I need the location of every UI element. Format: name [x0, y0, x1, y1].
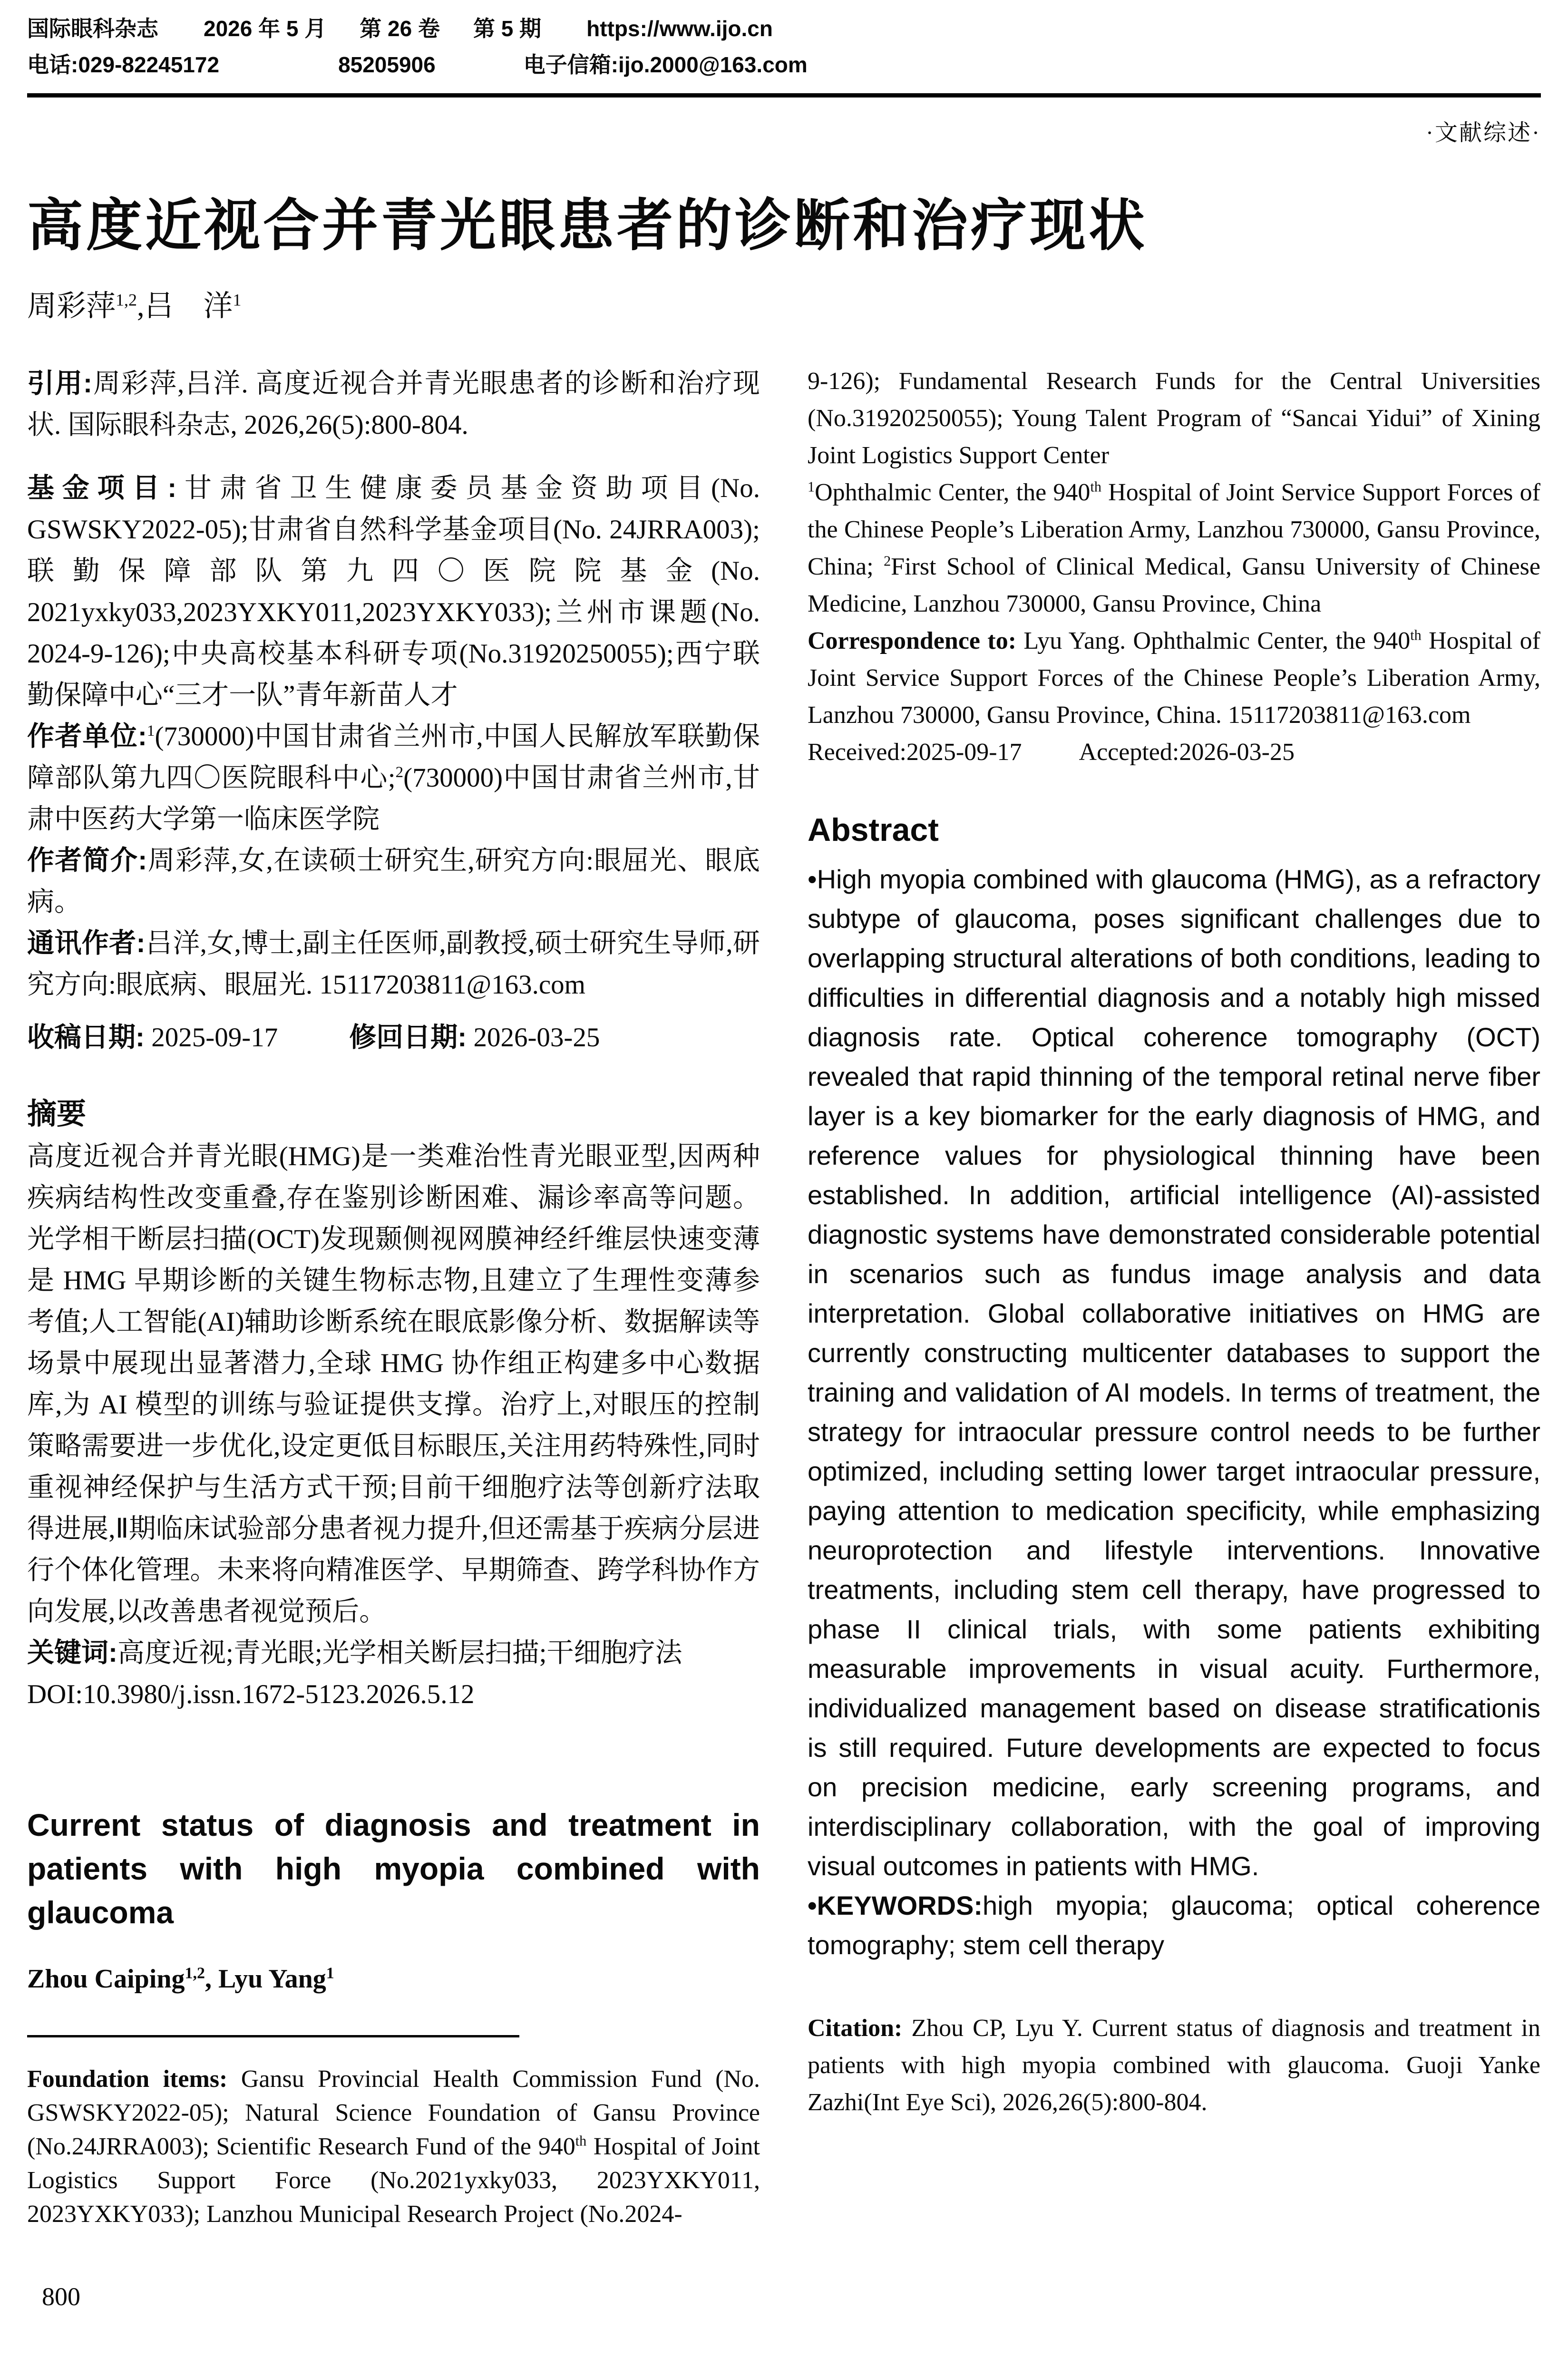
abstract-cn-text: 高度近视合并青光眼(HMG)是一类难治性青光眼亚型,因两种疾病结构性改变重叠,存在鉴别诊断困难、漏诊率高等问题。光学相干断层扫描(OCT)发现颞侧视网膜神经纤维层快速变薄是 HMG 早期诊断的关键生物标志物,且建立了生理性变薄参考值;人工智能(AI)辅助诊断系统在眼底影像分析、数据解读等场景中展现出显著潜力,全球 HMG 协作组正构建多中心数据库,为 AI 模型的训练与验证提供支撑。治疗上,对眼压的控制策略需要进一步优化,设定更低目标眼压,关注用药特殊性,同时重视神经保护与生活方式干预;目前干细胞疗法等创新疗法取得进展,Ⅱ期临床试验部分患者视力提升,但还需基于疾病分层进行个体化管理。未来将向精准医学、早期筛查、跨学科协作方向发展,以改善患者视觉预后。 — [27, 1141, 760, 1627]
authors-en — [27, 1962, 760, 1996]
foundation-items-part-2: Hospital of Joint Logistics Support Force (No.2021yxky033, 2023YXKY011, 2023YXKY033); Lanzhou Municipal Research Project (No.2024- — [27, 2133, 760, 2228]
journal-header-line2 — [27, 50, 1541, 79]
corresponding-author-cn-text: 吕洋,女,博士,副主任医师,副教授,硕士研究生导师,研究方向:眼底病、眼屈光. 15117203811@163.com — [27, 928, 760, 1000]
journal-header — [27, 14, 1541, 97]
footnote-divider — [27, 2035, 519, 2037]
correspondence-paragraph — [808, 623, 1540, 734]
keywords-en-text: high myopia; glaucoma; optical coherence tomography; stem cell therapy — [808, 1890, 1540, 1960]
journal-header-line1 — [27, 14, 1541, 43]
keywords-cn-label: 关键词: — [27, 1637, 117, 1668]
foundation-items-paragraph — [27, 2062, 760, 2231]
abstract-cn-heading-line — [27, 1093, 760, 1136]
foundation-items-part-1: Gansu Provincial Health Commission Fund (No. GSWSKY2022-05); Natural Science Foundation of Gansu Province (No.24JRRA003); Scientific Research Fund of the 940 — [27, 2065, 760, 2160]
accepted-date-en: 2026-03-25 — [1179, 739, 1295, 766]
doi-line: DOI:10.3980/j.issn.1672-5123.2026.5.12 — [27, 1679, 475, 1709]
correspondence-ordinal-sup: th — [1410, 627, 1422, 643]
author-bio-paragraph — [27, 840, 760, 923]
foundation-ordinal-sup: th — [575, 2133, 587, 2149]
correspondence-part-1: Lyu Yang. Ophthalmic Center, the 940 — [1016, 627, 1411, 654]
page-number: 800 — [42, 2282, 80, 2311]
keywords-cn-text: 高度近视;青光眼;光学相关断层扫描;干细胞疗法 — [117, 1638, 682, 1668]
keywords-cn-paragraph — [27, 1632, 760, 1674]
article-title-en: Current status of diagnosis and treatment in patients with high myopia combined with glaucoma — [27, 1807, 760, 1930]
article-title-cn: 高度近视合并青光眼患者的诊断和治疗现状 — [27, 195, 1148, 257]
issue-number: 第 5 期 — [473, 16, 542, 41]
affil-cn-part-2: (730000)中国甘肃省兰州市,甘肃中医药大学第一临床医学院 — [27, 763, 760, 834]
affiliation-en-paragraph — [808, 474, 1540, 623]
author-cn-2: ,吕 洋 — [137, 290, 233, 322]
keywords-en-paragraph — [808, 1886, 1540, 1965]
correspondence-part-2: Hospital of Joint Service Support Forces of the Chinese People’s Liberation Army, Lanzhou 730000, Gansu Province, China. 15117203811@163.com — [808, 627, 1540, 729]
issue-date: 2026 年 5 月 — [204, 16, 327, 41]
citation-en-label: Citation: — [808, 2015, 903, 2042]
fund-label: 基金项目: — [27, 473, 177, 503]
affil-en-part-3: First School of Clinical Medical, Gansu University of Chinese Medicine, Lanzhou 730000, Gansu Province, China — [808, 553, 1540, 617]
foundation-continuation: 9-126); Fundamental Research Funds for the Central Universities (No.31920250055); Young Talent Program of “Sancai Yidui” of Xining Joint Logistics Support Center — [808, 368, 1540, 469]
author-cn-1: 周彩萍 — [27, 290, 116, 322]
author-cn-1-affil-sup: 1,2 — [116, 290, 137, 310]
affil-en-ordinal-sup: th — [1090, 478, 1101, 495]
author-bio-label: 作者简介: — [27, 845, 147, 876]
author-affiliation-cn-paragraph — [27, 716, 760, 840]
dates-en-line — [808, 734, 1540, 771]
revised-date-cn: 2026-03-25 — [467, 1023, 600, 1052]
affil-en-part-1: Ophthalmic Center, the 940 — [815, 479, 1091, 506]
volume-number: 第 26 卷 — [360, 16, 440, 41]
received-date-cn: 2025-09-17 — [144, 1023, 278, 1052]
affil-sup-1: 1 — [146, 722, 155, 740]
author-affiliation-cn-label: 作者单位: — [27, 721, 147, 751]
correspondence-label: Correspondence to: — [808, 627, 1017, 654]
fund-paragraph — [27, 468, 760, 716]
article-type-label: ·文献综述· — [1426, 120, 1541, 146]
author-cn-2-affil-sup: 1 — [233, 290, 242, 310]
right-column — [808, 363, 1540, 2231]
journal-url: https://www.ijo.cn — [586, 16, 773, 41]
corresponding-author-cn-paragraph — [27, 923, 760, 1005]
author-en-1-affil-sup: 1,2 — [185, 1964, 205, 1982]
received-date-cn-label: 收稿日期: — [27, 1022, 145, 1052]
foundation-items-label: Foundation items: — [27, 2065, 228, 2093]
abstract-en-text: •High myopia combined with glaucoma (HMG), as a refractory subtype of glaucoma, poses significant challenges due to overlapping structural alterations of both conditions, leading to difficulties in differential diagnosis and a notably high missed diagnosis rate. Optical coherence tomography (OCT) revealed that rapid thinning of the temporal retinal nerve fiber layer is a key biomarker for the early diagnosis of HMG, and reference values for physiological thinning have been established. In addition, artificial intelligence (AI)-assisted diagnostic systems have demonstrated considerable potential in scenarios such as fundus image analysis and data interpretation. Global collaborative initiatives on HMG are currently constructing multicenter databases to support the training and validation of AI models. In terms of treatment, the strategy for intraocular pressure control needs to be further optimized, including setting lower target intraocular pressure, paying attention to medication specificity, while emphasizing neuroprotection and lifestyle interventions. Innovative treatments, including stem cell therapy, have progressed to phase II clinical trials, with some patients exhibiting measurable improvements in visual acuity. Furthermore, individualized management based on disease stratificationis is still required. Future developments are expected to focus on precision medicine, early screening programs, and interdisciplinary collaboration, with the goal of improving visual outcomes in patients with HMG. — [808, 864, 1540, 1881]
abstract-cn-heading: 摘要 — [27, 1098, 87, 1130]
affil-en-sup-2: 2 — [884, 553, 891, 569]
citation-cn-paragraph — [27, 363, 760, 446]
corresponding-author-cn-label: 通讯作者: — [27, 928, 146, 958]
revised-date-cn-label: 修回日期: — [349, 1022, 467, 1052]
author-bio-text: 周彩萍,女,在读硕士研究生,研究方向:眼屈光、眼底病。 — [27, 846, 760, 917]
authors-cn — [27, 287, 1541, 326]
citation-cn-text: 周彩萍,吕洋. 高度近视合并青光眼患者的诊断和治疗现状. 国际眼科杂志, 2026,26(5):800-804. — [27, 369, 760, 440]
two-column-body — [27, 363, 1541, 2231]
author-en-2: , Lyu Yang — [205, 1964, 326, 1994]
keywords-en-label: •KEYWORDS: — [808, 1890, 983, 1920]
citation-en-text: Zhou CP, Lyu Y. Current status of diagnosis and treatment in patients with high myopia combined with glaucoma. Guoji Yanke Zazhi(Int Eye Sci), 2026,26(5):800-804. — [808, 2015, 1540, 2116]
citation-en-paragraph — [808, 2010, 1540, 2121]
received-date-en-label: Received: — [808, 739, 906, 766]
journal-phone: 电话:029-82245172 — [27, 52, 220, 77]
affil-en-sup-1: 1 — [808, 478, 815, 495]
citation-cn-label: 引用: — [27, 368, 93, 399]
affil-en-part-2: Hospital of Joint Service Support Forces of the Chinese People’s Liberation Army, Lanzhou 730000, Gansu Province, China; — [808, 479, 1540, 580]
abstract-en-heading: Abstract — [808, 812, 939, 848]
affil-cn-part-1: (730000)中国甘肃省兰州市,中国人民解放军联勤保障部队第九四〇医院眼科中心; — [27, 721, 760, 793]
journal-title: 国际眼科杂志 — [27, 16, 158, 41]
affil-sup-2: 2 — [395, 764, 404, 781]
journal-phone-2: 85205906 — [338, 52, 436, 77]
fund-text: 甘肃省卫生健康委员基金资助项目(No. GSWSKY2022-05);甘肃省自然科学基金项目(No. 24JRRA003);联勤保障部队第九四〇医院院基金(No. 2021yxky033,2023YXKY011,2023YXKY033);兰州市课题(No. 2024-9-126);中央高校基本科研专项(No.31920250055);西宁联勤保障中心“三才一队”青年新苗人才 — [27, 473, 760, 710]
left-column — [27, 363, 760, 2231]
author-en-2-affil-sup: 1 — [326, 1964, 334, 1982]
accepted-date-en-label: Accepted: — [1079, 739, 1179, 766]
author-en-1: Zhou Caiping — [27, 1964, 185, 1994]
journal-email: 电子信箱:ijo.2000@163.com — [523, 52, 808, 77]
dates-cn-line — [27, 1017, 760, 1058]
received-date-en: 2025-09-17 — [906, 739, 1022, 766]
